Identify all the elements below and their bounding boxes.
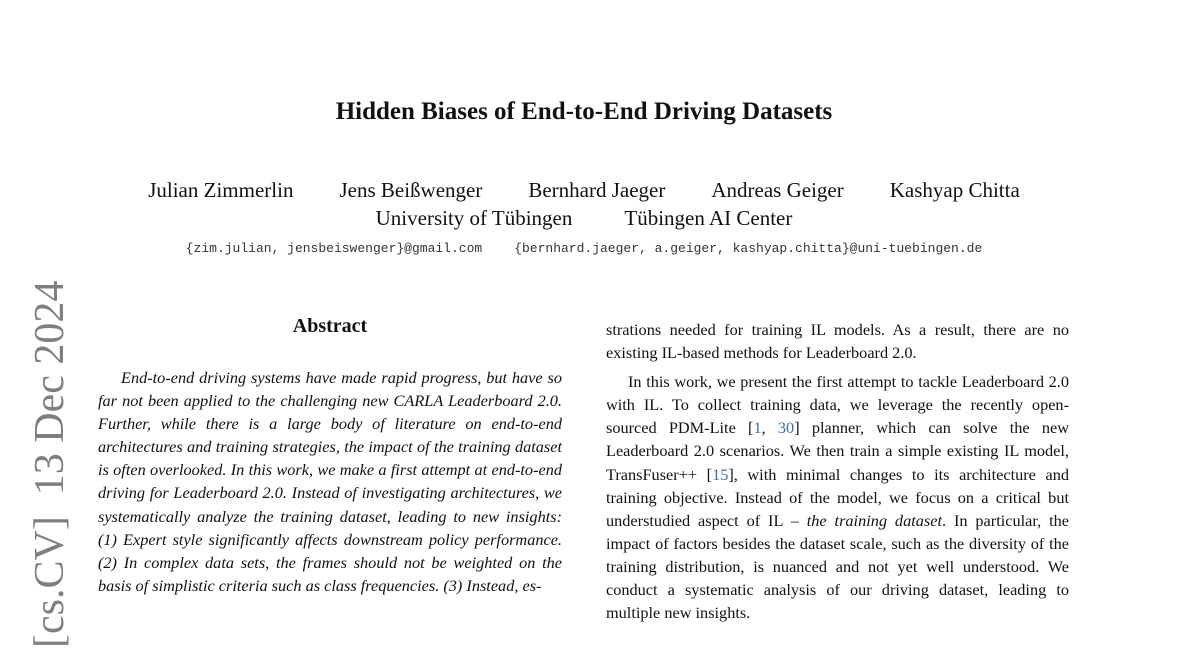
author-list [0,178,1168,203]
affiliation-list [0,206,1168,231]
email-address: {bernhard.jaeger, a.geiger, kashyap.chitta}@uni-tuebingen.de [514,241,983,256]
abstract-text: End-to-end driving systems have made rapid progress, but have so far not been applied to the challenging new CARLA Leaderboard 2.0. Further, while there is a large body of literature on end-to-end architectures and training strategies, the impact of the training dataset is often overlooked. In this work, we make a first attempt at end-to-end driving for Leaderboard 2.0. Instead of investigating architectures, we systematically analyze the training dataset, leading to new insights: (1) Expert style significantly affects downstream policy performance. (2) In complex data sets, the frames should not be weighted on the basis of simplistic criteria such as class frequencies. (3) Instead, es- [98,368,562,595]
arxiv-side-stamp [22,280,78,648]
author-name: Julian Zimmerlin [148,178,294,202]
emphasis-text: the training dataset [806,510,942,530]
arxiv-category: [cs.CV] [27,516,73,648]
author-name: Kashyap Chitta [889,178,1020,202]
citation-link[interactable]: 15 [712,464,729,484]
email-list [0,241,1168,256]
author-name: Andreas Geiger [711,178,844,202]
affiliation: Tübingen AI Center [624,206,793,230]
author-name: Bernhard Jaeger [528,178,666,202]
intro-paragraph: In this work, we present the first attempt to tackle Leaderboard 2.0 with IL. To collect training data, we leverage the recently open-sourced PDM-Lite [1, 30] planner, which can solve the new Leaderboard 2.0 scenarios. We then train a simple existing IL model, TransFuser++ [15], with minimal changes to its architecture and training objective. Instead of the model, we focus on a critical but understudied aspect of IL – the training dataset. In particular, the impact of factors besides the dataset scale, such as the diversity of the training distribution, is nuanced and not yet well understood. We conduct a systematic analysis of our driving dataset, leading to multiple new insights. [606,372,1070,623]
affiliation: University of Tübingen [375,206,573,230]
paper-title: Hidden Biases of End-to-End Driving Datasets [335,98,833,125]
arxiv-date: 13 Dec 2024 [27,280,73,496]
email-address: {zim.julian, jensbeiswenger}@gmail.com [185,241,483,256]
introduction-column [606,318,1069,630]
author-name: Jens Beißwenger [339,178,483,202]
abstract-heading: Abstract [292,315,368,337]
intro-paragraph: strations needed for training IL models. As a result, there are no existing IL-based methods for Leaderboard 2.0. [606,320,1069,363]
citation-link[interactable]: 30 [777,418,795,438]
citation-link[interactable]: 1 [753,418,762,438]
